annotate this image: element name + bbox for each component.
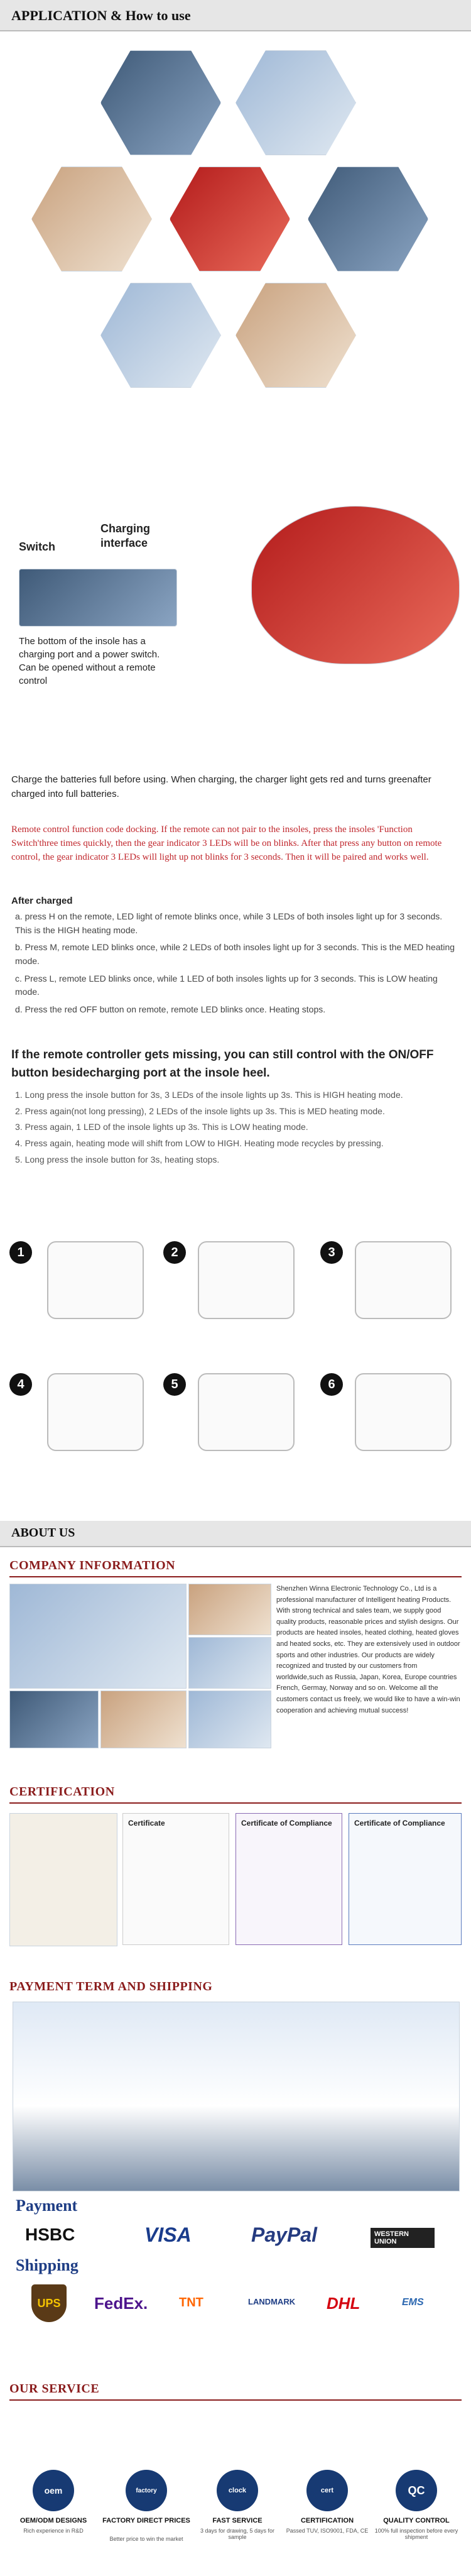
interface-labels: [19, 522, 157, 566]
production-photo-3: [188, 1691, 271, 1748]
quality-control-icon: QC: [396, 2470, 437, 2511]
ups-logo: UPS: [31, 2284, 67, 2322]
step-number: 4: [9, 1373, 32, 1396]
production-photo-1: [9, 1691, 99, 1748]
step-number: 3: [320, 1241, 343, 1264]
fedex-logo: FedEx.: [94, 2294, 148, 2313]
payment-section: [0, 1980, 471, 2344]
step-number: 6: [320, 1373, 343, 1396]
payment-heading: PAYMENT TERM AND SHIPPING: [9, 1980, 213, 1993]
list-item: 1. Long press the insole button for 3s, 3 LEDs of the insole lights up 3s. This is HIGH heating mode.: [15, 1090, 403, 1100]
service-divider: [9, 2399, 462, 2401]
winter-couple-photo: [31, 167, 152, 271]
step-number: 1: [9, 1241, 32, 1264]
switch-label: Switch: [19, 540, 56, 553]
ski-photo: [100, 50, 221, 155]
shipping-illustration: [13, 2002, 460, 2191]
step-2-insole-icon: [198, 1241, 295, 1319]
insole-panel-section: [0, 490, 471, 754]
list-item: 3. Press again, 1 LED of the insole lights up 3s. This is LOW heating mode.: [15, 1122, 308, 1132]
service-label: CERTIFICATION: [300, 2517, 354, 2524]
factory-photo: [9, 1584, 187, 1689]
company-divider: [9, 1576, 462, 1577]
insole-bottom-note: The bottom of the insole has a charging port and a power switch. Can be opened without a remote control: [19, 636, 160, 686]
certificate-card: [122, 1813, 229, 1945]
insole-port-photo: [19, 569, 177, 627]
certificate-title: Certificate: [128, 1819, 165, 1828]
after-charged-title: After charged: [11, 896, 73, 906]
snowboard-photo: [100, 283, 221, 388]
compliance-card: [236, 1813, 342, 1945]
ems-logo: EMS: [402, 2297, 424, 2308]
docking-section: [0, 823, 471, 874]
service-sub: Better price to win the market: [109, 2536, 183, 2542]
step-number: 2: [163, 1241, 186, 1264]
application-title: APPLICATION & How to use: [11, 8, 191, 23]
certification-icon: cert: [306, 2470, 348, 2511]
application-collage: [0, 38, 471, 478]
list-item: 2. Press again(not long pressing), 2 LEDs of the insole lights up 3s. This is MED heating mode.: [15, 1105, 385, 1116]
after-charged-list: [11, 910, 460, 1017]
step-number: 5: [163, 1373, 186, 1396]
after-charged-section: [0, 896, 471, 1034]
step-5-heat-icon: [198, 1373, 295, 1451]
factory-icon: factory: [126, 2470, 167, 2511]
visa-logo: VISA: [144, 2223, 192, 2246]
hsbc-logo: HSBC: [25, 2225, 75, 2244]
service-label: QUALITY CONTROL: [383, 2517, 450, 2524]
remote-insole-photo: [251, 506, 460, 664]
step-1-shoe-icon: [47, 1241, 144, 1319]
compliance-title-2: Certificate of Compliance: [354, 1819, 445, 1828]
service-label: FACTORY DIRECT PRICES: [102, 2517, 190, 2524]
clock-icon: clock: [217, 2470, 258, 2511]
missing-remote-list: [11, 1088, 460, 1166]
docking-lead: Remote control function code docking.: [11, 825, 159, 835]
license-document: [9, 1813, 117, 1946]
family-snow-photo: [308, 167, 428, 271]
charge-instructions: [0, 773, 471, 811]
workshop-photo-1: [188, 1584, 271, 1635]
docking-body: If the remote can not pair to the insoles, press the insoles 'Function Switch'three times quickly, then the gear indicator 3 LEDs will be on blinks. After that press any button on remote control, the gear indicator 3 LEDs will light up not blinks for 3 seconds. Then it will be paired and works well.: [11, 825, 442, 862]
step-6-insole-icon: [355, 1373, 452, 1451]
application-header: [0, 0, 471, 31]
heated-insole-photo: [170, 167, 290, 271]
service-sub: 3 days for drawing, 5 days for sample: [200, 2528, 275, 2540]
workshop-photo-2: [188, 1637, 271, 1689]
missing-remote-section: [0, 1046, 471, 1235]
service-label: FAST SERVICE: [212, 2517, 263, 2524]
dhl-logo: DHL: [327, 2294, 360, 2313]
payment-label: Payment: [16, 2196, 78, 2215]
steps-grid: [0, 1232, 471, 1496]
service-sub: Rich experience in R&D: [23, 2528, 84, 2534]
certification-divider: [9, 1802, 462, 1804]
snowmobile-photo: [236, 50, 356, 155]
missing-remote-title: If the remote controller gets missing, you can still control with the ON/OFF button besidecharging port at the insole heel.: [11, 1048, 434, 1080]
western-union-logo: WESTERN UNION: [371, 2228, 435, 2248]
list-item: 5. Long press the insole button for 3s, heating stops.: [15, 1154, 220, 1165]
charging-label: Charging interface: [100, 522, 150, 550]
tnt-logo: TNT: [179, 2296, 203, 2310]
service-section: [0, 2382, 471, 2570]
list-item: a. press H on the remote, LED light of remote blinks once, while 3 LEDs of both insoles light up for 3 seconds. This is the HIGH heating mode.: [15, 911, 443, 935]
step-3-scissors-icon: [355, 1241, 452, 1319]
company-description: Shenzhen Winna Electronic Technology Co., Ltd is a professional manufacturer of Intelligent heating Products. With strong technical and sales team, we supply good quality products, reasonable prices and stylish designs. Our products are heated insoles, heated clothing, heated gloves and heated socks, etc. They are extensively used in outdoor sports and other industries. Our products are widely recognized and trusted by our customers from worldwide,such as Russia, Japan, Korea, Europe countries French, Germay, Norway and so on. Welcome all the customers contact us freely, we would like to have a win-win cooperation and achieving mutual success!: [276, 1585, 460, 1714]
paypal-logo: PayPal: [251, 2223, 317, 2246]
list-item: c. Press L, remote LED blinks once, while 1 LED of both insoles lights up for 3 seconds. This is LOW heating mode.: [15, 973, 438, 997]
service-label: OEM/ODM DESIGNS: [19, 2517, 87, 2524]
service-sub: Passed TUV, ISO9001, FDA, CE: [286, 2528, 369, 2534]
list-item: 4. Press again, heating mode will shift from LOW to HIGH. Heating mode recycles by pressing.: [15, 1138, 384, 1149]
step-4-shoe-icon: [47, 1373, 144, 1451]
charge-text: Charge the batteries full before using. When charging, the charger light gets red and turns greenafter charged into full batteries.: [11, 774, 431, 799]
shipping-label: Shipping: [16, 2256, 78, 2274]
landmark-logo: LANDMARK: [248, 2297, 296, 2306]
compliance-title: Certificate of Compliance: [241, 1819, 332, 1828]
about-header: [0, 1521, 471, 1547]
about-title: ABOUT US: [11, 1526, 75, 1540]
certification-heading: CERTIFICATION: [9, 1785, 115, 1799]
company-heading: COMPANY INFORMATION: [9, 1559, 176, 1572]
compliance-card-2: [349, 1813, 462, 1945]
kids-snow-photo: [236, 283, 356, 388]
company-section: [0, 1559, 471, 1766]
production-photo-2: [100, 1691, 187, 1748]
list-item: d. Press the red OFF button on remote, remote LED blinks once. Heating stops.: [15, 1004, 326, 1015]
certification-section: [0, 1785, 471, 1961]
service-heading: OUR SERVICE: [9, 2382, 100, 2396]
list-item: b. Press M, remote LED blinks once, while 2 LEDs of both insoles light up for 3 seconds. This is the MED heating mode.: [15, 942, 455, 967]
service-sub: 100% full inspection before every shipment: [374, 2528, 458, 2540]
oem-icon: oem: [33, 2470, 74, 2511]
